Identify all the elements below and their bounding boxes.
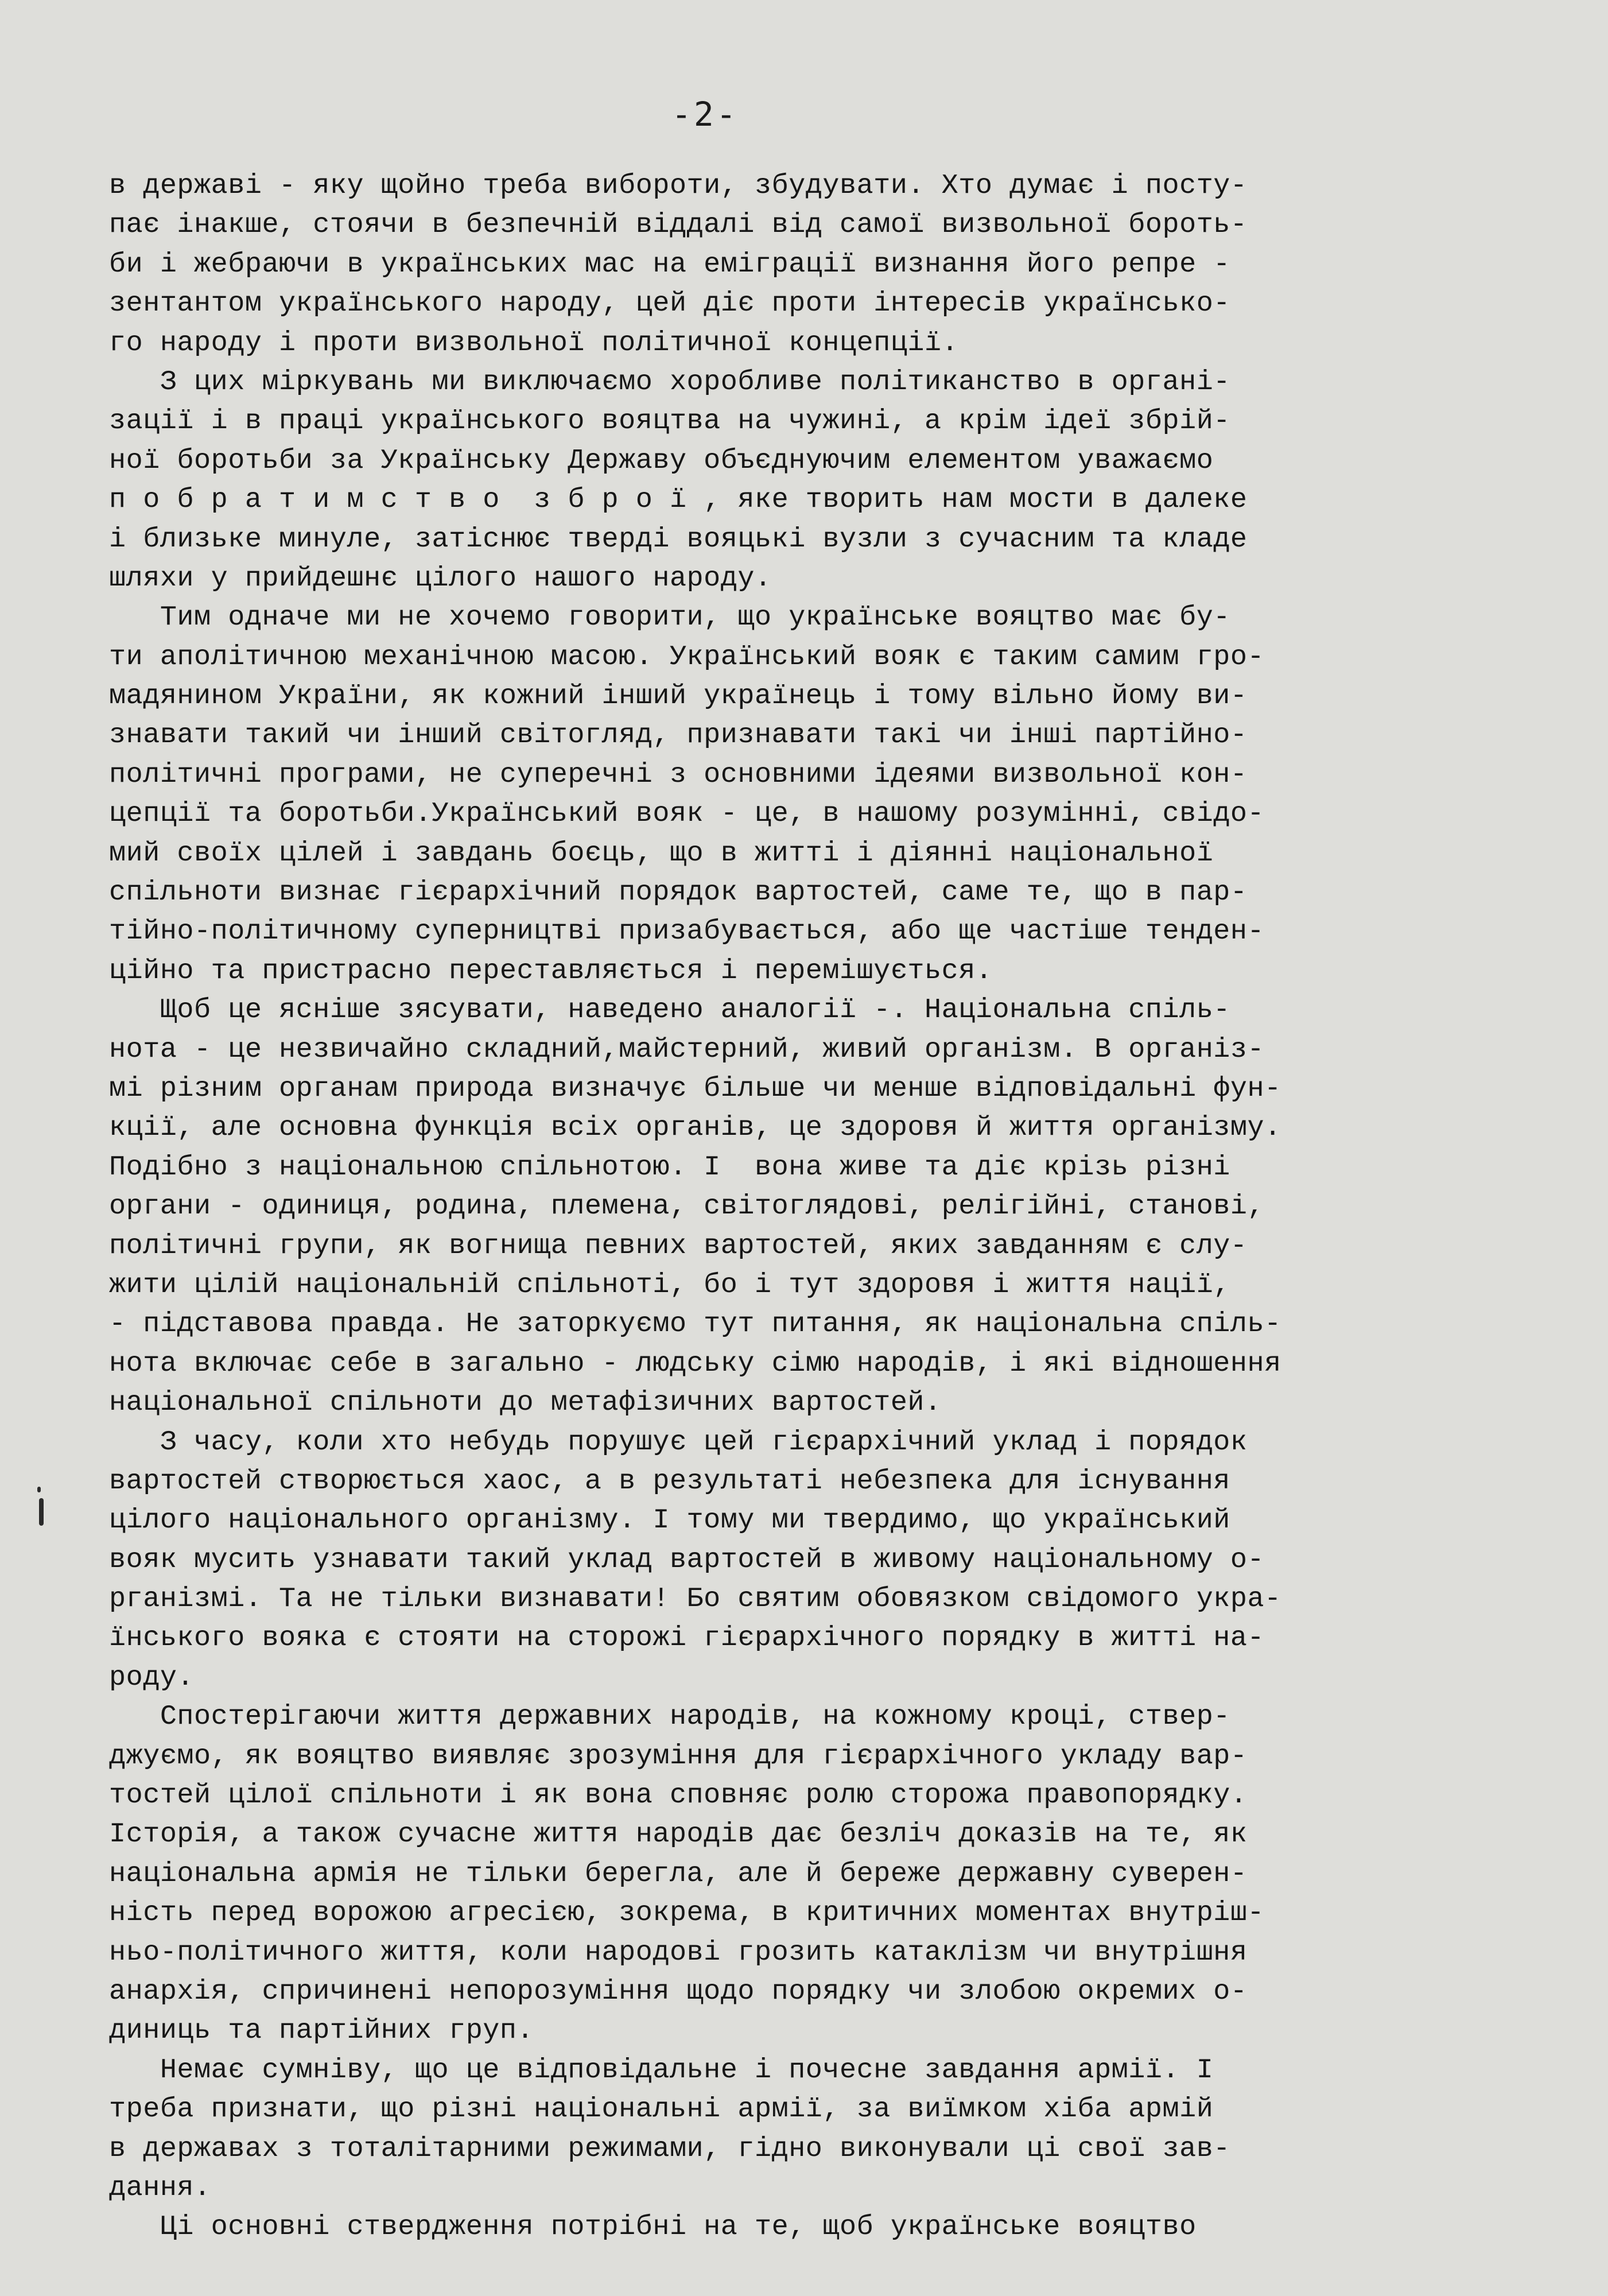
- text-line: п о б р а т и м с т в о з б р о ї , яке творить нам мости в далеке: [109, 484, 1248, 516]
- text-line: мадянином України, як кожний інший українець і тому вільно йому ви-: [109, 680, 1248, 712]
- text-line: Немає сумніву, що це відповідальне і почесне завдання армії. І: [109, 2054, 1214, 2086]
- text-line: диниць та партійних груп.: [109, 2015, 534, 2047]
- text-line: національна армія не тільки берегла, але й береже державну суверен-: [109, 1857, 1248, 1890]
- text-line: Історія, а також сучасне життя народів дає безліч доказів на те, як: [109, 1818, 1248, 1851]
- text-line: ність перед ворожою агресією, зокрема, в критичних моментах внутріш-: [109, 1897, 1265, 1929]
- text-line: кції, але основна функція всіх органів, це здоровя й життя організму.: [109, 1112, 1281, 1144]
- text-line: жити цілій національній спільноті, бо і тут здоровя і життя нації,: [109, 1269, 1230, 1301]
- page-number: -2-: [671, 95, 739, 134]
- text-line: - підставова правда. Не заторкуємо тут питання, як національна спіль-: [109, 1308, 1281, 1340]
- text-line: і близьке минуле, затіснює тверді вояцькі вузли з сучасним та кладе: [109, 523, 1248, 555]
- text-line: політичні групи, як вогнища певних вартостей, яких завданням є слу-: [109, 1230, 1248, 1262]
- text-line: нота включає себе в загально - людську сімю народів, і які відношення: [109, 1347, 1281, 1379]
- text-line: органи - одиниця, родина, племена, світоглядові, релігійні, станові,: [109, 1190, 1265, 1223]
- text-line: Щоб це ясніше зясувати, наведено аналогії -. Національна спіль-: [109, 994, 1230, 1026]
- text-line: рганізмі. Та не тільки визнавати! Бо святим обовязком свідомого укра-: [109, 1583, 1281, 1615]
- text-line: цепції та боротьби.Український вояк - це, в нашому розумінні, свідо-: [109, 798, 1265, 830]
- text-line: ної боротьби за Українську Державу объєднуючим елементом уважаємо: [109, 444, 1214, 476]
- text-line: анархія, спричинені непорозуміння щодо порядку чи злобою окремих о-: [109, 1975, 1248, 2007]
- text-line: ційно та пристрасно переставляється і перемішується.: [109, 955, 993, 987]
- text-line: в державах з тоталітарними режимами, гідно виконували ці свої зав-: [109, 2132, 1230, 2165]
- text-line: нота - це незвичайно складний,майстерний, живий організм. В організ-: [109, 1033, 1265, 1065]
- text-line: го народу і проти визвольної політичної концепції.: [109, 327, 959, 359]
- text-line: тостей цілої спільноти і як вона сповняє ролю сторожа правопорядку.: [109, 1779, 1248, 1812]
- text-line: зентантом українського народу, цей діє проти інтересів українсько-: [109, 288, 1230, 320]
- text-line: вартостей створюється хаос, а в результаті небезпека для існування: [109, 1465, 1230, 1497]
- text-line: З цих міркувань ми виключаємо хоробливе політиканство в органі-: [109, 366, 1230, 398]
- text-line: дання.: [109, 2171, 211, 2204]
- text-line: би і жебраючи в українських мас на еміграції визнання його репре -: [109, 248, 1230, 280]
- text-line: в державі - яку щойно треба вибороти, збудувати. Хто думає і посту-: [109, 170, 1248, 201]
- text-line: Ці основні ствердження потрібні на те, щоб українське вояцтво: [109, 2211, 1197, 2243]
- text-line: роду.: [109, 1661, 195, 1693]
- text-line: шляхи у прийдешнє цілого нашого народу.: [109, 562, 772, 594]
- body-text: [109, 166, 1509, 2247]
- text-line: тійно-політичному суперництві призабувається, або ще частіше тенден-: [109, 916, 1265, 948]
- margin-mark: [39, 1498, 44, 1526]
- text-line: Спостерігаючи життя державних народів, на кожному кроці, ствер-: [109, 1701, 1230, 1733]
- text-line: треба признати, що різні національні армії, за виїмком хіба армій: [109, 2093, 1214, 2126]
- text-line: мі різним органам природа визначує більше чи менше відповідальні фун-: [109, 1072, 1281, 1104]
- text-line: ти аполітичною механічною масою. Український вояк є таким самим гро-: [109, 641, 1265, 673]
- text-line: джуємо, як вояцтво виявляє зрозуміння для гієрархічного укладу вар-: [109, 1740, 1248, 1772]
- text-line: цілого національного організму. І тому ми твердимо, що український: [109, 1504, 1230, 1537]
- text-line: З часу, коли хто небудь порушує цей гієрархічний уклад і порядок: [109, 1426, 1248, 1458]
- text-line: ньо-політичного життя, коли народові грозить катаклізм чи внутрішня: [109, 1936, 1248, 1968]
- text-line: пає інакше, стоячи в безпечній віддалі від самої визвольної бороть-: [109, 209, 1248, 241]
- text-line: політичні програми, не суперечні з основними ідеями визвольної кон-: [109, 758, 1248, 790]
- text-line: вояк мусить узнавати такий уклад вартостей в живому національному о-: [109, 1543, 1265, 1576]
- text-line: Подібно з національною спільнотою. І вона живе та діє крізь різні: [109, 1151, 1230, 1183]
- text-line: Тим одначе ми не хочемо говорити, що українське вояцтво має бу-: [109, 602, 1230, 634]
- text-line: зації і в праці українського вояцтва на чужині, а крім ідеї збрій-: [109, 405, 1230, 437]
- text-line: національної спільноти до метафізичних вартостей.: [109, 1387, 942, 1419]
- text-line: мий своїх цілей і завдань боєць, що в житті і діянні національної: [109, 837, 1214, 869]
- text-line: спільноти визнає гієрархічний порядок вартостей, саме те, що в пар-: [109, 876, 1248, 909]
- text-line: знавати такий чи інший світогляд, признавати такі чи інші партійно-: [109, 719, 1248, 751]
- text-line: їнського вояка є стояти на сторожі гієрархічного порядку в житті на-: [109, 1622, 1265, 1654]
